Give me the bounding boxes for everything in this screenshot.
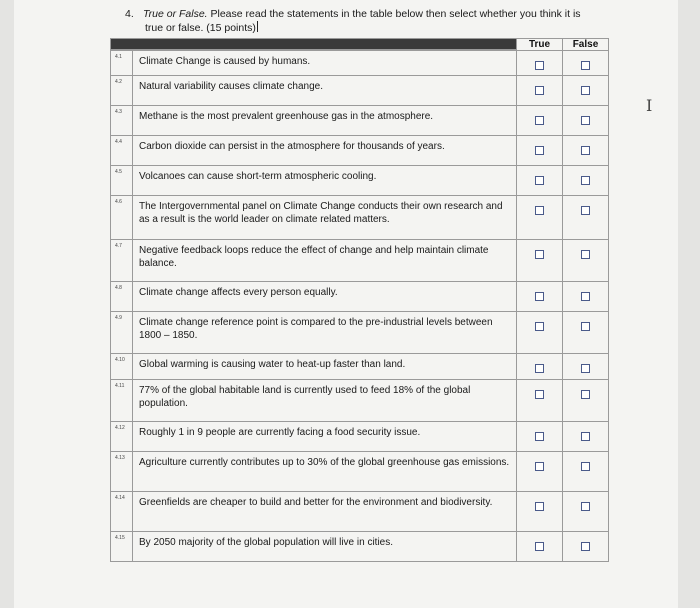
text-caret [257, 21, 258, 32]
statement-text: Carbon dioxide can persist in the atmosphere for thousands of years. [133, 136, 517, 166]
true-checkbox[interactable] [535, 206, 544, 215]
statement-text: Agriculture currently contributes up to 30% of the global greenhouse gas emissions. [133, 452, 517, 492]
true-checkbox[interactable] [535, 364, 544, 373]
true-checkbox[interactable] [535, 176, 544, 185]
table-row [111, 240, 609, 282]
false-cell [563, 422, 609, 452]
table-row [111, 166, 609, 196]
false-cell [563, 312, 609, 354]
false-cell [563, 196, 609, 240]
row-number: 4.9 [111, 312, 133, 354]
false-checkbox[interactable] [581, 462, 590, 471]
table-row [111, 380, 609, 422]
true-checkbox[interactable] [535, 502, 544, 511]
row-number: 4.15 [111, 532, 133, 562]
statement-text: 77% of the global habitable land is currently used to feed 18% of the global population. [133, 380, 517, 422]
statement-text: Methane is the most prevalent greenhouse gas in the atmosphere. [133, 106, 517, 136]
true-checkbox[interactable] [535, 542, 544, 551]
true-checkbox[interactable] [535, 292, 544, 301]
false-cell [563, 136, 609, 166]
question-text-line1: Please read the statements in the table below then select whether you think it is [207, 8, 581, 20]
row-number: 4.11 [111, 380, 133, 422]
statement-text: By 2050 majority of the global population will live in cities. [133, 532, 517, 562]
true-cell [517, 532, 563, 562]
true-checkbox[interactable] [535, 390, 544, 399]
statement-text: Global warming is causing water to heat-up faster than land. [133, 354, 517, 380]
row-number: 4.13 [111, 452, 133, 492]
false-checkbox[interactable] [581, 364, 590, 373]
false-cell [563, 51, 609, 76]
true-checkbox[interactable] [535, 116, 544, 125]
false-checkbox[interactable] [581, 176, 590, 185]
question-title: True or False. [143, 8, 208, 20]
table-row [111, 532, 609, 562]
false-checkbox[interactable] [581, 61, 590, 70]
table-row [111, 282, 609, 312]
row-number: 4.14 [111, 492, 133, 532]
table-row [111, 196, 609, 240]
true-cell [517, 76, 563, 106]
true-checkbox[interactable] [535, 432, 544, 441]
table-row [111, 354, 609, 380]
row-number: 4.4 [111, 136, 133, 166]
false-cell [563, 282, 609, 312]
statement-text: Natural variability causes climate change. [133, 76, 517, 106]
false-cell [563, 532, 609, 562]
false-cell [563, 354, 609, 380]
table-row [111, 51, 609, 76]
false-checkbox[interactable] [581, 206, 590, 215]
row-number: 4.5 [111, 166, 133, 196]
true-checkbox[interactable] [535, 462, 544, 471]
row-number: 4.2 [111, 76, 133, 106]
true-cell [517, 312, 563, 354]
false-checkbox[interactable] [581, 146, 590, 155]
statement-text: Volcanoes can cause short-term atmospheric cooling. [133, 166, 517, 196]
row-number: 4.8 [111, 282, 133, 312]
false-checkbox[interactable] [581, 116, 590, 125]
false-checkbox[interactable] [581, 502, 590, 511]
statement-text: Climate change reference point is compared to the pre-industrial levels between 1800 – 1850. [133, 312, 517, 354]
true-cell [517, 240, 563, 282]
statement-text: The Intergovernmental panel on Climate Change conducts their own research and as a result is the world leader on climate related matters. [133, 196, 517, 240]
table-header-bar [111, 39, 517, 50]
true-checkbox[interactable] [535, 322, 544, 331]
row-number: 4.12 [111, 422, 133, 452]
true-cell [517, 166, 563, 196]
false-cell [563, 492, 609, 532]
true-cell [517, 51, 563, 76]
statement-text: Greenfields are cheaper to build and better for the environment and biodiversity. [133, 492, 517, 532]
true-cell [517, 452, 563, 492]
false-checkbox[interactable] [581, 86, 590, 95]
false-cell [563, 166, 609, 196]
true-checkbox[interactable] [535, 61, 544, 70]
true-cell [517, 422, 563, 452]
true-checkbox[interactable] [535, 86, 544, 95]
true-cell [517, 380, 563, 422]
table-row [111, 136, 609, 166]
true-cell [517, 492, 563, 532]
statement-text: Climate Change is caused by humans. [133, 51, 517, 76]
false-checkbox[interactable] [581, 542, 590, 551]
row-number: 4.10 [111, 354, 133, 380]
ibeam-cursor-icon: I [646, 96, 653, 115]
statement-text: Roughly 1 in 9 people are currently facing a food security issue. [133, 422, 517, 452]
false-checkbox[interactable] [581, 292, 590, 301]
true-cell [517, 196, 563, 240]
question-prompt [125, 8, 625, 35]
true-cell [517, 136, 563, 166]
statement-text: Climate change affects every person equally. [133, 282, 517, 312]
row-number: 4.6 [111, 196, 133, 240]
question-text-line2: true or false. (15 points) [145, 22, 256, 34]
row-number: 4.1 [111, 51, 133, 76]
true-cell [517, 282, 563, 312]
false-cell [563, 240, 609, 282]
false-checkbox[interactable] [581, 390, 590, 399]
false-cell [563, 380, 609, 422]
true-cell [517, 354, 563, 380]
table-row [111, 492, 609, 532]
true-checkbox[interactable] [535, 250, 544, 259]
row-number: 4.3 [111, 106, 133, 136]
statement-text: Negative feedback loops reduce the effect of change and help maintain climate balance. [133, 240, 517, 282]
row-number: 4.7 [111, 240, 133, 282]
table-row [111, 312, 609, 354]
table-row [111, 452, 609, 492]
question-number: 4. [125, 8, 134, 20]
false-cell [563, 452, 609, 492]
false-checkbox[interactable] [581, 322, 590, 331]
true-column-header: True [517, 39, 563, 51]
false-checkbox[interactable] [581, 432, 590, 441]
false-cell [563, 76, 609, 106]
true-false-table [110, 38, 609, 562]
false-checkbox[interactable] [581, 250, 590, 259]
table-row [111, 422, 609, 452]
false-column-header: False [563, 39, 609, 51]
true-cell [517, 106, 563, 136]
table-row [111, 76, 609, 106]
true-checkbox[interactable] [535, 146, 544, 155]
table-row [111, 106, 609, 136]
false-cell [563, 106, 609, 136]
